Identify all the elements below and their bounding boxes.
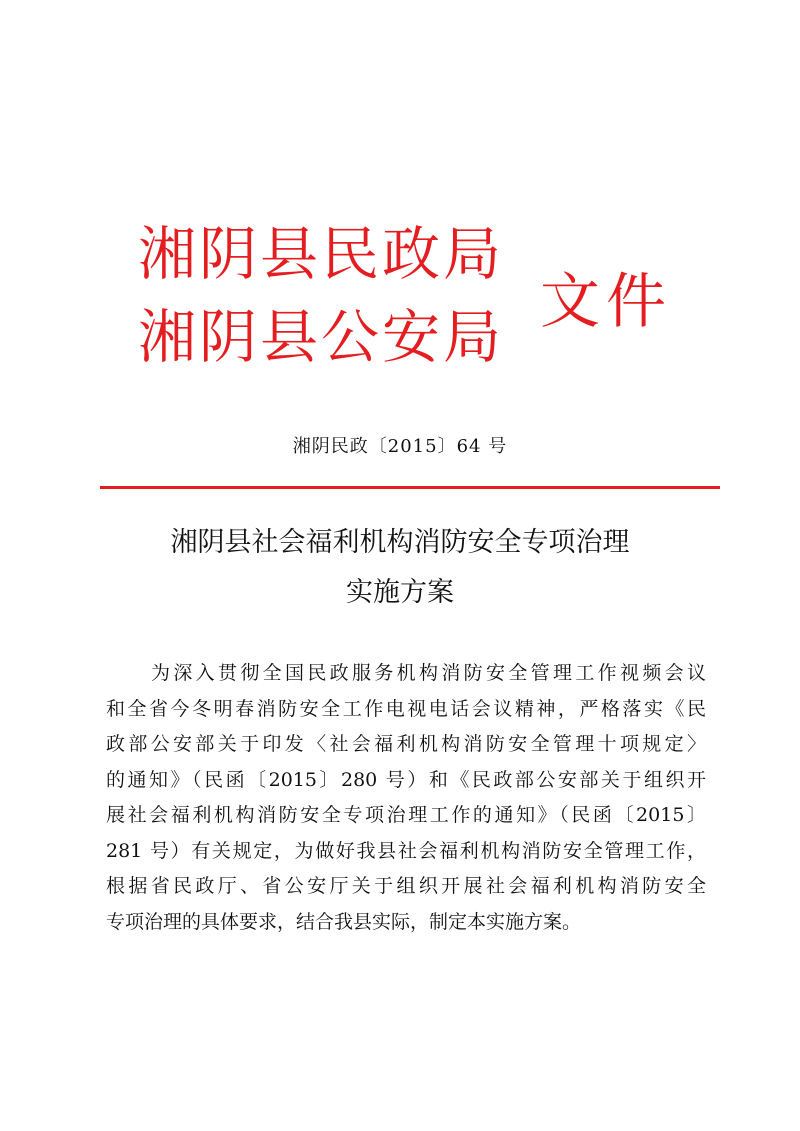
body-paragraph (106, 656, 706, 940)
body-line-3: 政部公安部关于印发〈社会福利机构消防安全管理十项规定〉 (106, 733, 706, 755)
document-number: 湘阴民政〔2015〕64 号 (292, 436, 508, 457)
document-title-line-2: 实施方案 (346, 577, 454, 608)
body-line-5: 展社会福利机构消防安全专项治理工作的通知》（民函〔2015〕 (106, 804, 706, 826)
body-line-2: 和全省今冬明春消防安全工作电视电话会议精神，严格落实《民 (106, 697, 706, 720)
document-title-line-1: 湘阴县社会福利机构消防安全专项治理 (170, 527, 630, 558)
body-line-8: 专项治理的具体要求，结合我县实际，制定本实施方案。 (106, 910, 582, 933)
body-line-6: 281 号）有关规定，为做好我县社会福利机构消防安全管理工作， (106, 839, 706, 862)
body-line-1: 为深入贯彻全国民政服务机构消防安全管理工作视频会议 (151, 662, 706, 684)
red-divider-line (100, 486, 720, 489)
body-line-4: 的通知》（民函〔2015〕280 号）和《民政部公安部关于组织开 (106, 768, 706, 791)
issuer-public-security-bureau: 湘阴县公安局 (138, 303, 505, 371)
document-type-label: 文件 (540, 267, 672, 337)
issuer-minzheng-bureau: 湘阴县民政局 (138, 220, 505, 288)
body-line-7: 根据省民政厅、省公安厅关于组织开展社会福利机构消防安全 (106, 875, 706, 897)
